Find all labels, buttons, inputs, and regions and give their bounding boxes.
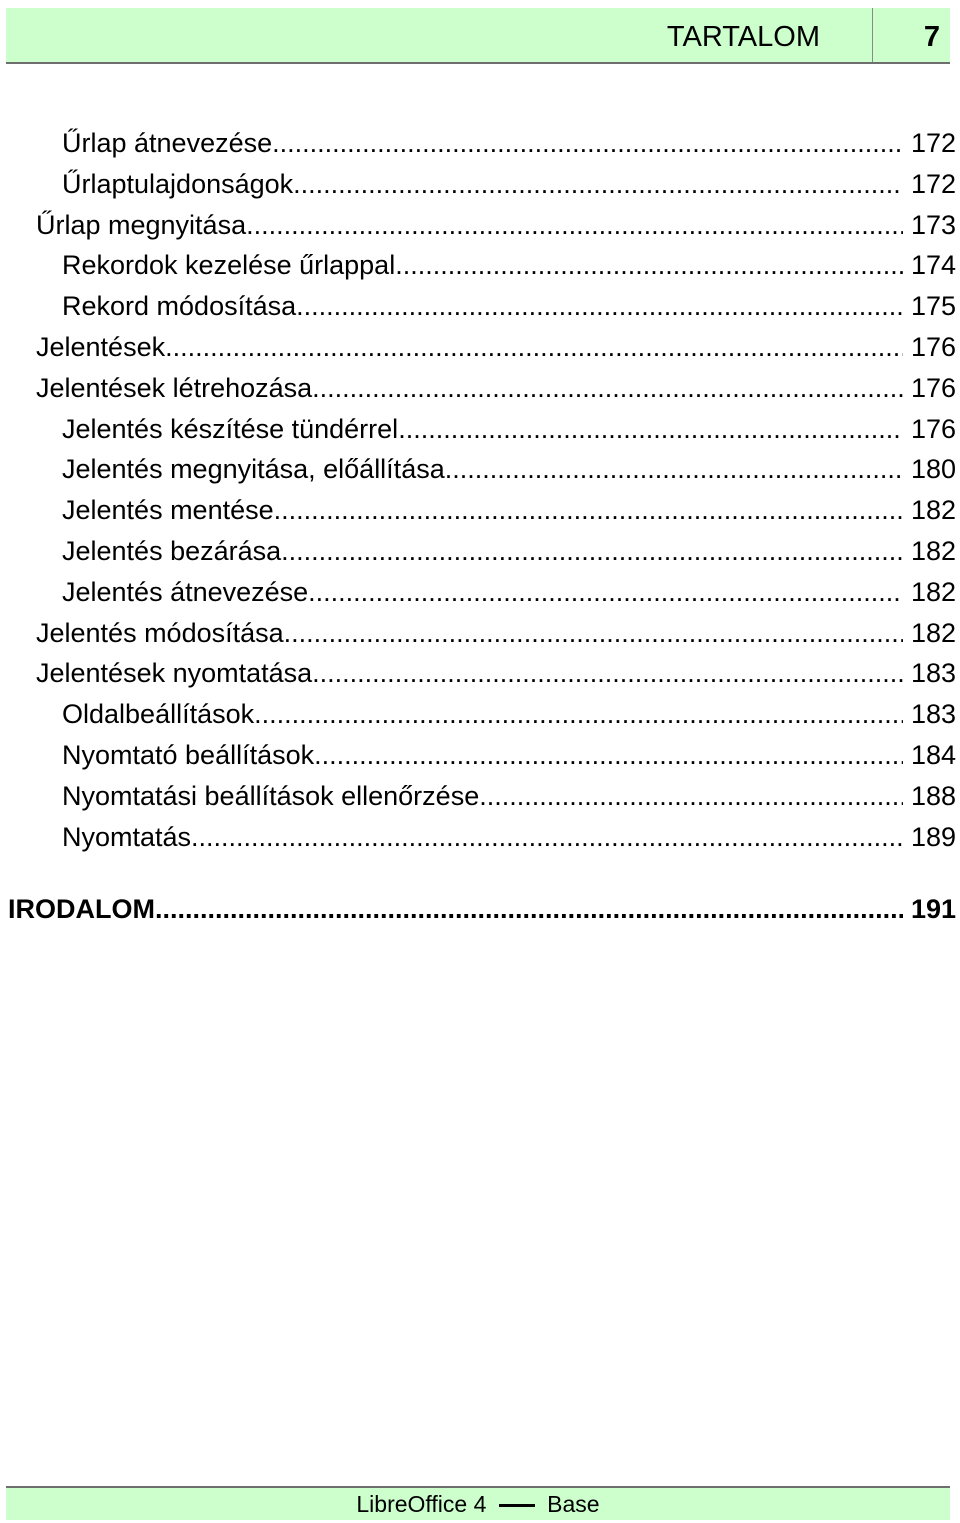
toc-dot-leader xyxy=(274,490,903,530)
toc-entry[interactable] xyxy=(62,490,956,530)
toc-entry-page: 182 xyxy=(910,576,956,607)
toc-dot-leader xyxy=(398,409,903,449)
toc-entry[interactable] xyxy=(62,694,956,734)
toc-entry-title: Űrlaptulajdonságok xyxy=(62,168,294,199)
toc-entry[interactable] xyxy=(62,409,956,449)
footer-prefix: LibreOffice 4 xyxy=(356,1491,487,1517)
toc-entry[interactable] xyxy=(62,531,956,571)
toc-entry-page: 176 xyxy=(910,413,956,444)
toc-dot-leader xyxy=(308,572,903,612)
toc-entry-title: Rekord módosítása xyxy=(62,291,297,322)
toc-dot-leader xyxy=(254,694,903,734)
toc-entry-title: Jelentés bezárása xyxy=(62,536,282,566)
toc-entry-page: 175 xyxy=(910,291,956,322)
toc-entry-title: Űrlap megnyitása xyxy=(36,209,247,240)
toc-entry[interactable] xyxy=(36,653,956,693)
toc-entry-title: Jelentések nyomtatása xyxy=(36,658,313,689)
toc-entry[interactable] xyxy=(62,449,956,489)
toc-entry-page: 191 xyxy=(910,894,956,925)
toc-dot-leader xyxy=(284,613,903,653)
toc-dot-leader xyxy=(479,776,903,816)
toc-entry[interactable] xyxy=(62,164,956,204)
toc-dot-leader xyxy=(165,327,903,367)
toc-entry-title: Oldalbeállítások xyxy=(62,699,255,730)
toc-entry-title: IRODALOM xyxy=(8,894,155,925)
toc-entry[interactable] xyxy=(62,123,956,163)
toc-entry-title: Jelentés mentése xyxy=(62,495,274,526)
toc-entry-title: Nyomtató beállítások xyxy=(62,740,315,770)
toc-entry-page: 182 xyxy=(910,617,956,648)
toc-entry[interactable] xyxy=(62,286,956,326)
toc-entry-page: 182 xyxy=(910,495,956,526)
toc-dot-leader xyxy=(155,889,903,929)
toc-entry-title: Űrlap átnevezése xyxy=(62,128,273,158)
toc-entry-chapter[interactable] xyxy=(8,889,956,929)
toc-dot-leader xyxy=(246,205,903,245)
toc-entry-title: Nyomtatás xyxy=(62,821,192,852)
toc-entry-page: 183 xyxy=(910,699,956,730)
toc-dot-leader xyxy=(191,817,903,857)
footer-text xyxy=(6,1488,950,1520)
page-number: 7 xyxy=(923,21,940,53)
page-footer xyxy=(6,1486,950,1520)
toc-entry[interactable] xyxy=(36,205,956,245)
toc-dot-leader xyxy=(312,368,903,408)
toc-entry-page: 180 xyxy=(910,454,956,485)
toc-entry-title: Jelentés megnyitása, előállítása xyxy=(62,454,445,485)
toc-dot-leader xyxy=(445,449,903,489)
toc-entry-title: Nyomtatási beállítások ellenőrzése xyxy=(62,780,480,811)
toc-entry-page: 189 xyxy=(910,821,956,852)
toc-entry-page: 183 xyxy=(910,658,956,689)
toc-dot-leader xyxy=(281,531,903,571)
page-header-title: TARTALOM xyxy=(666,21,820,53)
toc-dot-leader xyxy=(395,245,903,285)
toc-entry-page: 184 xyxy=(910,740,956,770)
toc-entry-title: Jelentés készítése tündérrel xyxy=(62,413,399,444)
toc-entry-page: 182 xyxy=(910,536,956,566)
toc-entry-page: 172 xyxy=(910,128,956,158)
toc-entry-page: 188 xyxy=(910,780,956,811)
toc-dot-leader xyxy=(312,653,903,693)
toc-entry[interactable] xyxy=(36,613,956,653)
toc-entry-title: Jelentés átnevezése xyxy=(62,576,309,607)
toc-entry[interactable] xyxy=(36,368,956,408)
toc-entry-page: 173 xyxy=(910,209,956,240)
footer-suffix: Base xyxy=(547,1491,600,1517)
toc-entry[interactable] xyxy=(62,776,956,816)
toc-entry-page: 172 xyxy=(910,168,956,199)
toc-entry[interactable] xyxy=(36,327,956,367)
header-divider xyxy=(872,8,873,62)
toc-entry[interactable] xyxy=(62,817,956,857)
toc-dot-leader xyxy=(314,735,903,775)
toc-entry-page: 176 xyxy=(910,332,956,362)
toc-entry[interactable] xyxy=(62,245,956,285)
toc-entry[interactable] xyxy=(62,735,956,775)
page-header xyxy=(6,8,950,64)
footer-dash xyxy=(499,1504,535,1507)
toc-entry-title: Jelentések létrehozása xyxy=(36,372,313,403)
toc-dot-leader xyxy=(293,164,903,204)
toc-entry[interactable] xyxy=(62,572,956,612)
toc-entry-page: 176 xyxy=(910,372,956,403)
toc-entry-title: Rekordok kezelése űrlappal xyxy=(62,250,396,281)
toc-dot-leader xyxy=(272,123,903,163)
toc-entry-page: 174 xyxy=(910,250,956,281)
toc-entry-title: Jelentés módosítása xyxy=(36,617,284,648)
toc-entry-title: Jelentések xyxy=(36,332,166,362)
toc-dot-leader xyxy=(296,286,903,326)
